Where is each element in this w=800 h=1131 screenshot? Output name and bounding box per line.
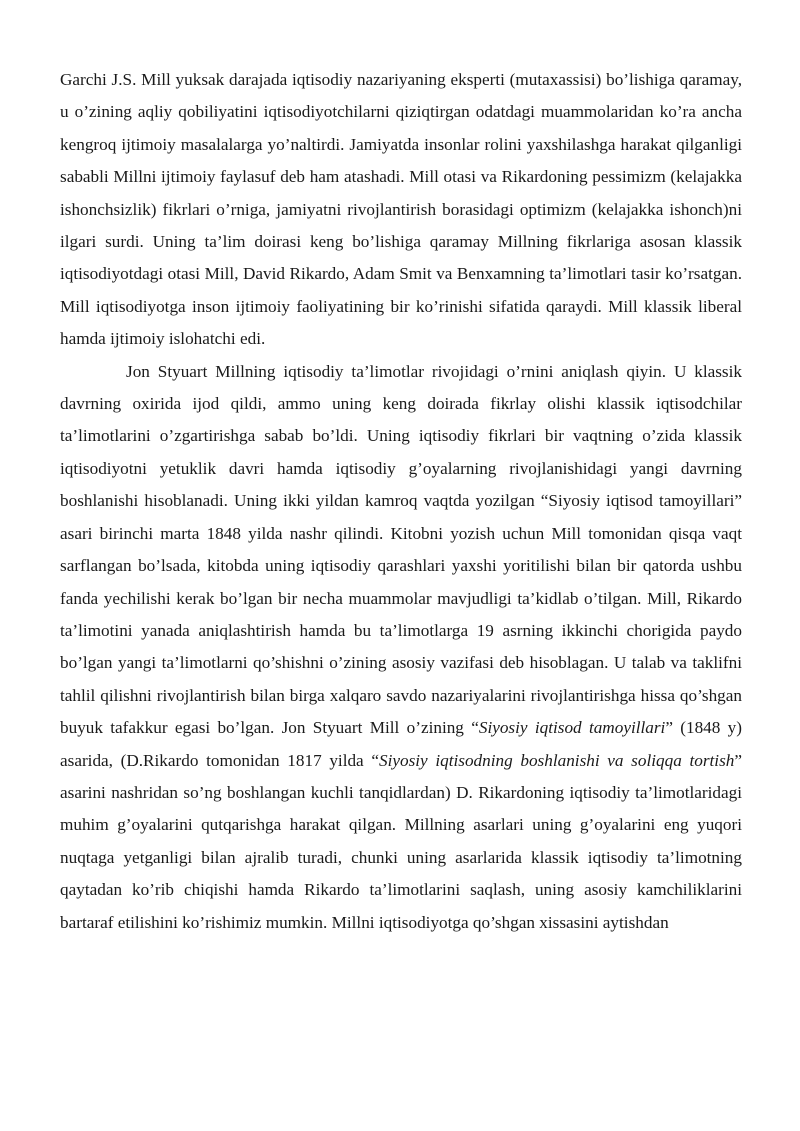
paragraph-2-text-a: Jon Styuart Millning iqtisodiy ta’limotlar rivojidagi o’rnini aniqlash qiyin. U klassik davrning oxirida ijod qildi, ammo uning keng doirada fikrlay olishi klassik iqtisodchilar ta’limotlarini o’zgartirishga sabab bo’ldi. Uning iqtisodiy fikrlari bir vaqtning o’zida klassik iqtisodiyotni yetuklik davri hamda iqtisodiy g’oyalarning rivojlanishidagi yangi davrning boshlanishi hisoblanadi. Uning ikki yildan kamroq vaqtda yozilgan “Siyosiy iqtisod tamoyillari” asari birinchi marta 1848 yilda nashr qilindi. Kitobni yozish uchun Mill tomonidan qisqa vaqt sarflangan bo’lsada, kitobda uning iqtisodiy qarashlari yaxshi yoritilishi bilan bir qatorda ushbu fanda yechilishi kerak bo’lgan bir necha muammolar mavjudligi ta’kidlab o’tilgan. Mill, Rikardo ta’limotini yanada aniqlashtirish hamda bu ta’limotlarga 19 asrning ikkinchi chorigida paydo bo’lgan yangi ta’limotlarni qo’shishni o’zining asosiy vazifasi deb hisoblagan. U talab va taklifni tahlil qilishni rivojlantirish bilan birga xalqaro savdo nazariyalarini rivojlantirishga hissa qo’shgan buyuk tafakkur egasi bo’lgan. Jon Styuart Mill o’zining “: [60, 361, 742, 738]
document-page: [60, 64, 742, 939]
book-title-principles: Siyosiy iqtisod tamoyillari: [478, 718, 666, 738]
paragraph-2: [60, 356, 742, 939]
paragraph-2-text-b: ” (1848 y) asarida, (D.Rikardo tomonidan 1817 yilda “: [60, 718, 742, 770]
book-title-ricardo: Siyosiy iqtisodning boshlanishi va soliqqa tortish: [379, 750, 735, 770]
paragraph-1: Garchi J.S. Mill yuksak darajada iqtisodiy nazariyaning eksperti (mutaxassisi) bo’lishiga qaramay, u o’zining aqliy qobiliyatini iqtisodiyotchilarni qiziqtirgan odatdagi muammolaridan ko’ra ancha kengroq ijtimoiy masalalarga yo’naltirdi. Jamiyatda insonlar rolini yaxshilashga harakat qilganligi sababli Millni ijtimoiy faylasuf deb ham atashadi. Mill otasi va Rikardoning pessimizm (kelajakka ishonchsizlik) fikrlari o’rniga, jamiyatni rivojlantirish borasidagi optimizm (kelajakka ishonch)ni ilgari surdi. Uning ta’lim doirasi keng bo’lishiga qaramay Millning fikrlariga asosan klassik iqtisodiyotdagi otasi Mill, David Rikardo, Adam Smit va Benxamning ta’limotlari tasir ko’rsatgan. Mill iqtisodiyotga inson ijtimoiy faoliyatining bir ko’rinishi sifatida qaraydi. Mill klassik liberal hamda ijtimoiy islohatchi edi.: [60, 70, 742, 349]
paragraph-2-text-c: ” asarini nashridan so’ng boshlangan kuchli tanqidlardan) D. Rikardoning iqtisodiy ta’limotlaridagi muhim g’oyalarini qutqarishga harakat qilgan. Millning asarlari uning g’oyalarini eng yuqori nuqtaga yetganligi bilan ajralib turadi, chunki uning asarlarida klassik iqtisodiy ta’limotning qaytadan ko’rib chiqishi hamda Rikardo ta’limotlarini saqlash, uning asosiy kamchiliklarini bartaraf etilishini ko’rishimiz mumkin. Millni iqtisodiyotga qo’shgan xissasini aytishdan: [60, 750, 742, 932]
